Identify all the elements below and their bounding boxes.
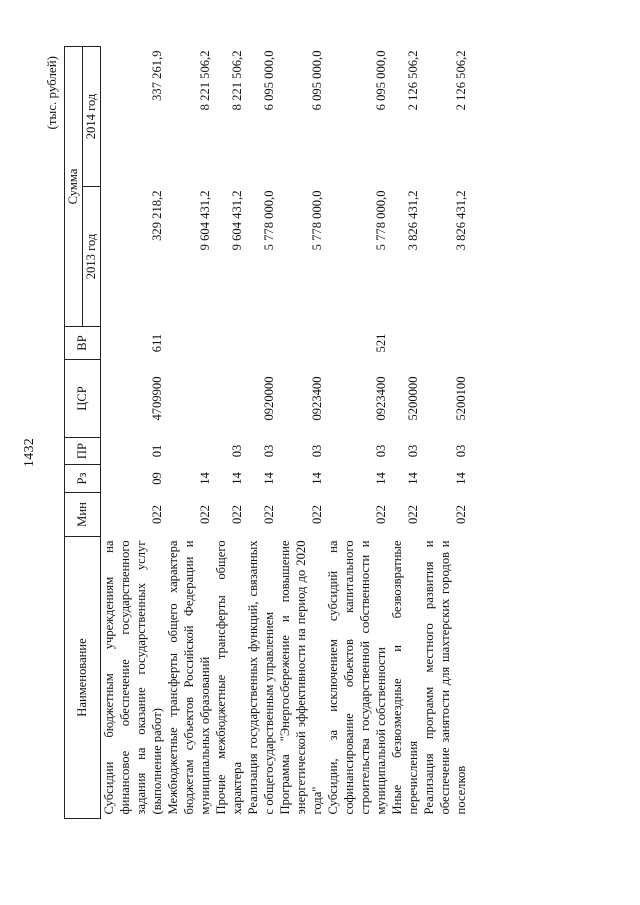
row-pr: 03 — [262, 444, 276, 458]
table-body — [101, 46, 470, 818]
table-row — [277, 46, 325, 818]
row-pr: 03 — [230, 444, 244, 458]
row-sum-2013: 5 778 000,0 — [374, 190, 388, 251]
row-vr: 521 — [374, 333, 388, 353]
table-row — [165, 46, 213, 818]
units-note: (тыс. рублей) — [44, 56, 59, 130]
table-row — [245, 46, 277, 818]
row-csr — [165, 360, 213, 438]
row-name: Иные безвозмездные и безвозвратные перечисления — [390, 540, 420, 815]
row-pr: 03 — [310, 444, 324, 458]
page-number: 1432 — [22, 437, 37, 468]
row-name: Программа "Энергосбережение и повышение энергетической эффективности на период до 2020 года" — [278, 540, 324, 815]
header-2013: 2013 год — [83, 187, 101, 327]
row-pr — [165, 438, 213, 465]
row-vr — [213, 327, 245, 360]
row-sum-2013: 5 778 000,0 — [262, 190, 276, 251]
row-rz: 14 — [406, 472, 420, 485]
row-pr: 03 — [406, 444, 420, 458]
table-row — [421, 46, 469, 818]
row-min: 022 — [406, 505, 420, 524]
row-name: Субсидии бюджетным учреждениям на финансовое обеспечение государственного задания на оказание государственных услуг (выполнение работ) — [102, 540, 164, 815]
row-vr — [277, 327, 325, 360]
table-row — [213, 46, 245, 818]
row-pr: 01 — [150, 444, 164, 458]
header-csr: ЦСР — [65, 360, 101, 438]
row-name: Межбюджетные трансферты общего характера бюджетам субъектов Российской Федерации и муниципальных образований — [166, 540, 212, 815]
row-rz: 14 — [230, 472, 244, 485]
row-sum-2013: 5 778 000,0 — [310, 190, 324, 251]
row-min: 022 — [310, 505, 324, 524]
row-name: Реализация программ местного развития и обеспечение занятости для шахтерских городов и поселков — [422, 540, 468, 815]
row-min: 022 — [374, 505, 388, 524]
row-csr: 0923400 — [374, 376, 388, 421]
row-vr: 611 — [150, 333, 164, 353]
row-rz: 14 — [454, 472, 468, 485]
row-pr: 03 — [454, 444, 468, 458]
row-vr — [389, 327, 421, 360]
row-sum-2013: 3 826 431,2 — [406, 190, 420, 251]
budget-table — [64, 46, 469, 819]
table-row — [389, 46, 421, 818]
row-sum-2013: 329 218,2 — [150, 190, 164, 241]
row-rz: 14 — [262, 472, 276, 485]
row-csr: 0920000 — [262, 376, 276, 421]
row-sum-2014: 6 095 000,0 — [374, 50, 388, 111]
row-csr: 5200000 — [406, 376, 420, 421]
header-rz: Рз — [65, 465, 101, 493]
header-vr: ВР — [65, 327, 101, 360]
row-rz: 14 — [374, 472, 388, 485]
row-min: 022 — [150, 505, 164, 524]
row-sum-2014: 8 221 506,2 — [230, 50, 244, 111]
row-min: 022 — [230, 505, 244, 524]
row-vr — [421, 327, 469, 360]
row-sum-2014: 8 221 506,2 — [198, 50, 212, 111]
row-rz: 09 — [150, 472, 164, 485]
header-sum: Сумма — [65, 46, 83, 326]
row-min: 022 — [262, 505, 276, 524]
row-sum-2014: 2 126 506,2 — [454, 50, 468, 111]
row-sum-2013: 3 826 431,2 — [454, 190, 468, 251]
row-name: Субсидии, за исключением субсидий на софинансирование объектов капитального строительства государственной собственности и муниципальной собственности — [326, 540, 388, 815]
row-sum-2013: 9 604 431,2 — [198, 190, 212, 251]
header-2014: 2014 год — [83, 46, 101, 186]
row-sum-2014: 6 095 000,0 — [310, 50, 324, 111]
row-min: 022 — [198, 505, 212, 524]
row-vr — [165, 327, 213, 360]
row-sum-2014: 337 261,9 — [150, 50, 164, 101]
row-min: 022 — [454, 505, 468, 524]
row-csr: 0923400 — [310, 376, 324, 421]
header-min: Мин — [65, 493, 101, 537]
row-rz: 14 — [198, 472, 212, 485]
row-csr: 4709900 — [150, 376, 164, 421]
row-csr — [213, 360, 245, 438]
row-name: Прочие межбюджетные трансферты общего характера — [214, 540, 244, 815]
row-name: Реализация государственных функций, связанных с общегосударственным управлением — [246, 540, 276, 815]
header-pr: ПР — [65, 438, 101, 465]
row-sum-2013: 9 604 431,2 — [230, 190, 244, 251]
row-sum-2014: 6 095 000,0 — [262, 50, 276, 111]
row-rz: 14 — [310, 472, 324, 485]
table-row — [325, 46, 389, 818]
table-header — [65, 46, 101, 818]
table-row — [101, 46, 166, 818]
row-csr: 5200100 — [454, 376, 468, 421]
row-sum-2014: 2 126 506,2 — [406, 50, 420, 111]
row-pr: 03 — [374, 444, 388, 458]
row-vr — [245, 327, 277, 360]
header-name: Наименование — [65, 537, 101, 819]
